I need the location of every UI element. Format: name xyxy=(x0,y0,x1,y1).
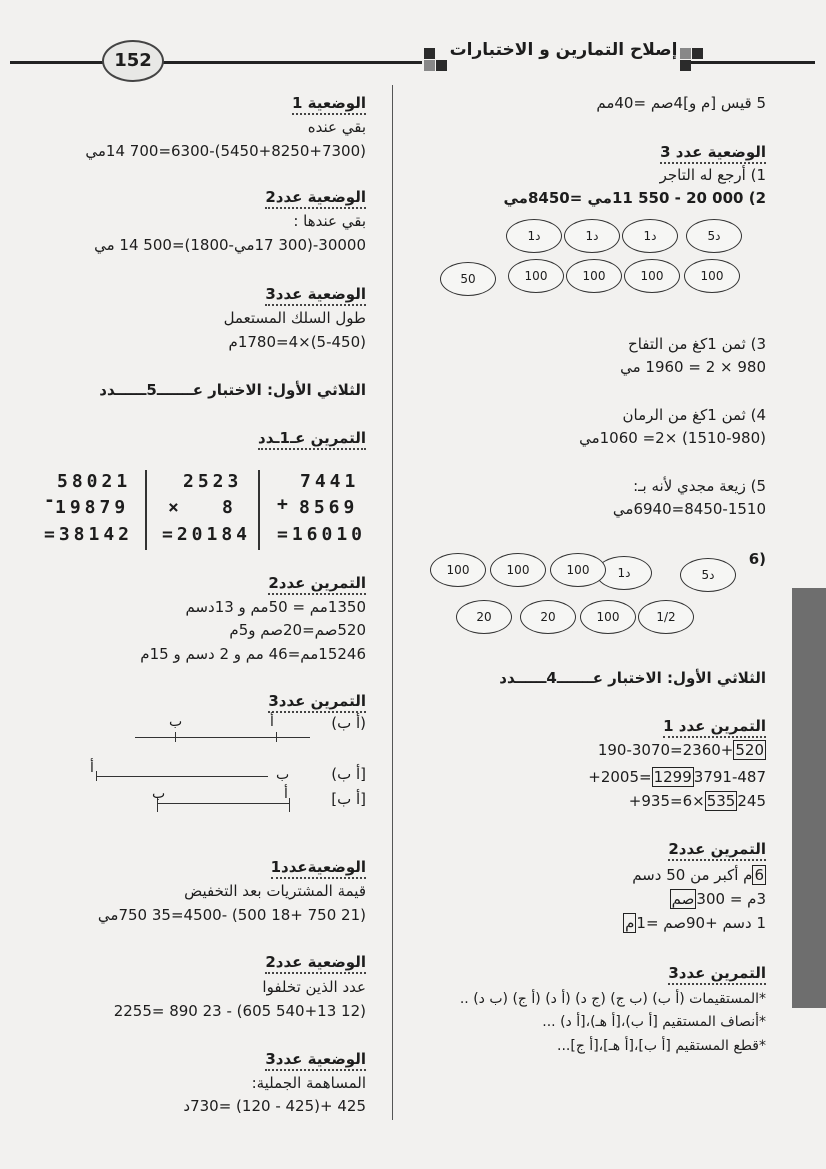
op-result: =16010 xyxy=(277,524,367,545)
left-line: بقي عنده xyxy=(307,118,366,136)
coin: 1د xyxy=(596,556,652,590)
header-deco-square xyxy=(680,48,691,59)
page-number: 152 xyxy=(102,40,164,82)
coin: 5د xyxy=(686,219,742,253)
header-rule-right xyxy=(690,61,815,64)
left-line: قيمة المشتريات بعد التخفيض xyxy=(184,882,366,900)
left-line: (12 540+13 605) - 23 890 =2255 xyxy=(113,1002,366,1020)
header-deco-square xyxy=(680,60,691,71)
op-sign: + xyxy=(277,494,292,515)
side-tab-marker xyxy=(792,588,826,1008)
section-heading: التمرين عـ1ـدد xyxy=(258,429,366,450)
equation-line xyxy=(629,792,766,810)
right-line: 5 قيس [م و]4صم =40مم xyxy=(596,94,766,112)
coin: 100 xyxy=(624,259,680,293)
left-line: 30000-(300 17مي-1800)=500 14 مي xyxy=(94,236,366,254)
right-line: 2) 000 20 - 550 11مي =8450مي xyxy=(503,189,766,207)
header-rule-middle xyxy=(160,61,422,64)
left-line: 520صم=20صم و5م xyxy=(229,621,366,639)
left-line: 15246مم=46 مم و 2 دسم و 15م xyxy=(140,645,366,663)
coin: 1/2 xyxy=(638,600,694,634)
coin: 5د xyxy=(680,558,736,592)
op-top: 7441 xyxy=(300,471,360,492)
section-heading: التمرين عدد3 xyxy=(268,692,366,713)
section-heading: الوضعية عدد3 xyxy=(265,1050,366,1071)
op-top: 2523 xyxy=(183,471,243,492)
section-heading: الوضعيةعدد1 xyxy=(271,858,366,879)
line-figure xyxy=(135,737,310,738)
right-line: (6 xyxy=(748,550,766,568)
point-mark xyxy=(175,732,176,742)
left-line: طول السلك المستعمل xyxy=(223,309,366,327)
point-label: أ xyxy=(284,786,288,802)
right-line: 980 × 2 = 1960 مي xyxy=(620,358,766,376)
geometry-line: *أنصاف المستقيم [أ ب)،[أ هـ)،[أ د) ... xyxy=(542,1014,766,1030)
section-heading: الوضعية 1 xyxy=(292,94,366,115)
boxed-answer: 520 xyxy=(735,741,764,759)
conversion-text: 1 دسم +90صم =1 xyxy=(636,914,766,932)
right-line: 8450-1510=6940مي xyxy=(612,500,766,518)
geometry-label: (أ ب) xyxy=(331,714,366,732)
coin: 20 xyxy=(520,600,576,634)
left-line: 1350مم = 50مم و 13دسم xyxy=(185,598,366,616)
conversion-line xyxy=(670,890,766,908)
coin: 20 xyxy=(456,600,512,634)
point-label: ب xyxy=(169,714,183,730)
segment-figure xyxy=(157,803,289,804)
right-line: (1510-980) ×2= 1060مي xyxy=(579,429,766,447)
geometry-label: [أ ب] xyxy=(331,790,366,808)
boxed-answer: 535 xyxy=(706,792,736,810)
op-sign: - xyxy=(44,490,59,511)
geometry-label: [أ ب) xyxy=(331,765,366,783)
op-bottom: 8 xyxy=(222,497,237,518)
right-line: 3) ثمن 1كغ من التفاح xyxy=(628,335,766,353)
op-bottom: 8569 xyxy=(299,497,359,518)
coin: 1د xyxy=(564,219,620,253)
conversion-text: 3م = 300 xyxy=(696,890,766,908)
left-line: بقي عندها : xyxy=(293,212,366,230)
equation-part: 2360+ xyxy=(682,741,734,759)
right-line: 5) زيعة مجدي لأنه بـ: xyxy=(633,477,766,495)
section-heading: التمرين عدد2 xyxy=(268,574,366,595)
boxed-answer: 1299 xyxy=(653,768,692,786)
equation-line xyxy=(588,768,766,786)
section-heading: التمرين عدد 1 xyxy=(663,717,766,738)
equation-line xyxy=(598,741,766,759)
coin: 100 xyxy=(566,259,622,293)
equation-part: 245×6=935+ xyxy=(628,792,766,810)
coin: 100 xyxy=(490,553,546,587)
left-line: (5-450)×4=1780م xyxy=(228,333,366,351)
equation-part: =190-3070 xyxy=(597,741,683,759)
coin: 100 xyxy=(580,600,636,634)
header-deco-square xyxy=(436,60,447,71)
op-bottom: 19879 xyxy=(55,497,130,518)
coin: 50 xyxy=(440,262,496,296)
page-title: إصلاح التمارين و الاختبارات xyxy=(449,40,678,60)
section-heading: الوضعية عدد2 xyxy=(265,953,366,974)
point-label: أ xyxy=(270,714,274,730)
section-heading: التمرين عدد3 xyxy=(668,964,766,985)
header-deco-square xyxy=(692,48,703,59)
header-rule-left xyxy=(10,61,106,64)
conversion-line xyxy=(623,914,766,932)
boxed-answer: 6 xyxy=(754,866,764,884)
left-line: (21 750 +18 500) -4500=35 750مي xyxy=(97,906,366,924)
section-heading: التمرين عدد2 xyxy=(668,840,766,861)
point-label: ب xyxy=(152,786,166,802)
section-heading: الوضعية عدد2 xyxy=(265,188,366,209)
header-deco-square xyxy=(424,60,435,71)
op-sign: × xyxy=(168,497,183,518)
boxed-answer: م xyxy=(625,914,635,932)
op-divider xyxy=(145,470,147,550)
coin: 100 xyxy=(550,553,606,587)
right-line: 1) أرجع له التاجر xyxy=(659,166,766,184)
point-mark xyxy=(289,798,290,812)
conversion-text: م أكبر من 50 دسم xyxy=(632,866,753,884)
left-line: عدد الذين تخلفوا xyxy=(262,978,366,996)
right-line: 4) ثمن 1كغ من الرمان xyxy=(622,406,766,424)
point-label: أ xyxy=(90,760,94,776)
equation-part: 3791-487=2005+ xyxy=(588,768,766,786)
section-heading: الوضعية عدد 3 xyxy=(660,143,766,164)
point-label: ب xyxy=(276,767,290,783)
column-divider xyxy=(392,85,393,1120)
coin: 1د xyxy=(506,219,562,253)
geometry-line: *المستقيمات (أ ب) (ب ج) (ج د) (أ د) (أ ج) (ب د) .. xyxy=(459,991,766,1007)
ray-figure xyxy=(96,776,268,777)
coin: 100 xyxy=(508,259,564,293)
left-line: 425 +(425 - 120) =730د xyxy=(183,1097,366,1115)
point-mark xyxy=(96,771,97,781)
op-top: 58021 xyxy=(57,471,132,492)
left-line: (5450+8250+7300)-6300=700 14مي xyxy=(85,142,366,160)
op-divider xyxy=(258,470,260,550)
section-heading: الثلاثي الأول: الاختبار عـــــــ5ــــــدد xyxy=(99,381,366,399)
boxed-answer: صم xyxy=(671,890,695,908)
conversion-line xyxy=(632,866,766,884)
geometry-line: *قطع المستقيم [أ ب]،[أ هـ]،[أ ج]... xyxy=(557,1038,766,1054)
op-result: =20184 xyxy=(162,524,252,545)
point-mark xyxy=(276,732,277,742)
left-line: المساهمة الجملية: xyxy=(251,1074,366,1092)
coin: 100 xyxy=(430,553,486,587)
header-deco-square xyxy=(424,48,435,59)
op-result: =38142 xyxy=(44,524,134,545)
section-heading: الثلاثي الأول: الاختبار عـــــــ4ــــــدد xyxy=(499,669,766,687)
coin: 100 xyxy=(684,259,740,293)
coin: 1د xyxy=(622,219,678,253)
section-heading: الوضعية عدد3 xyxy=(265,285,366,306)
